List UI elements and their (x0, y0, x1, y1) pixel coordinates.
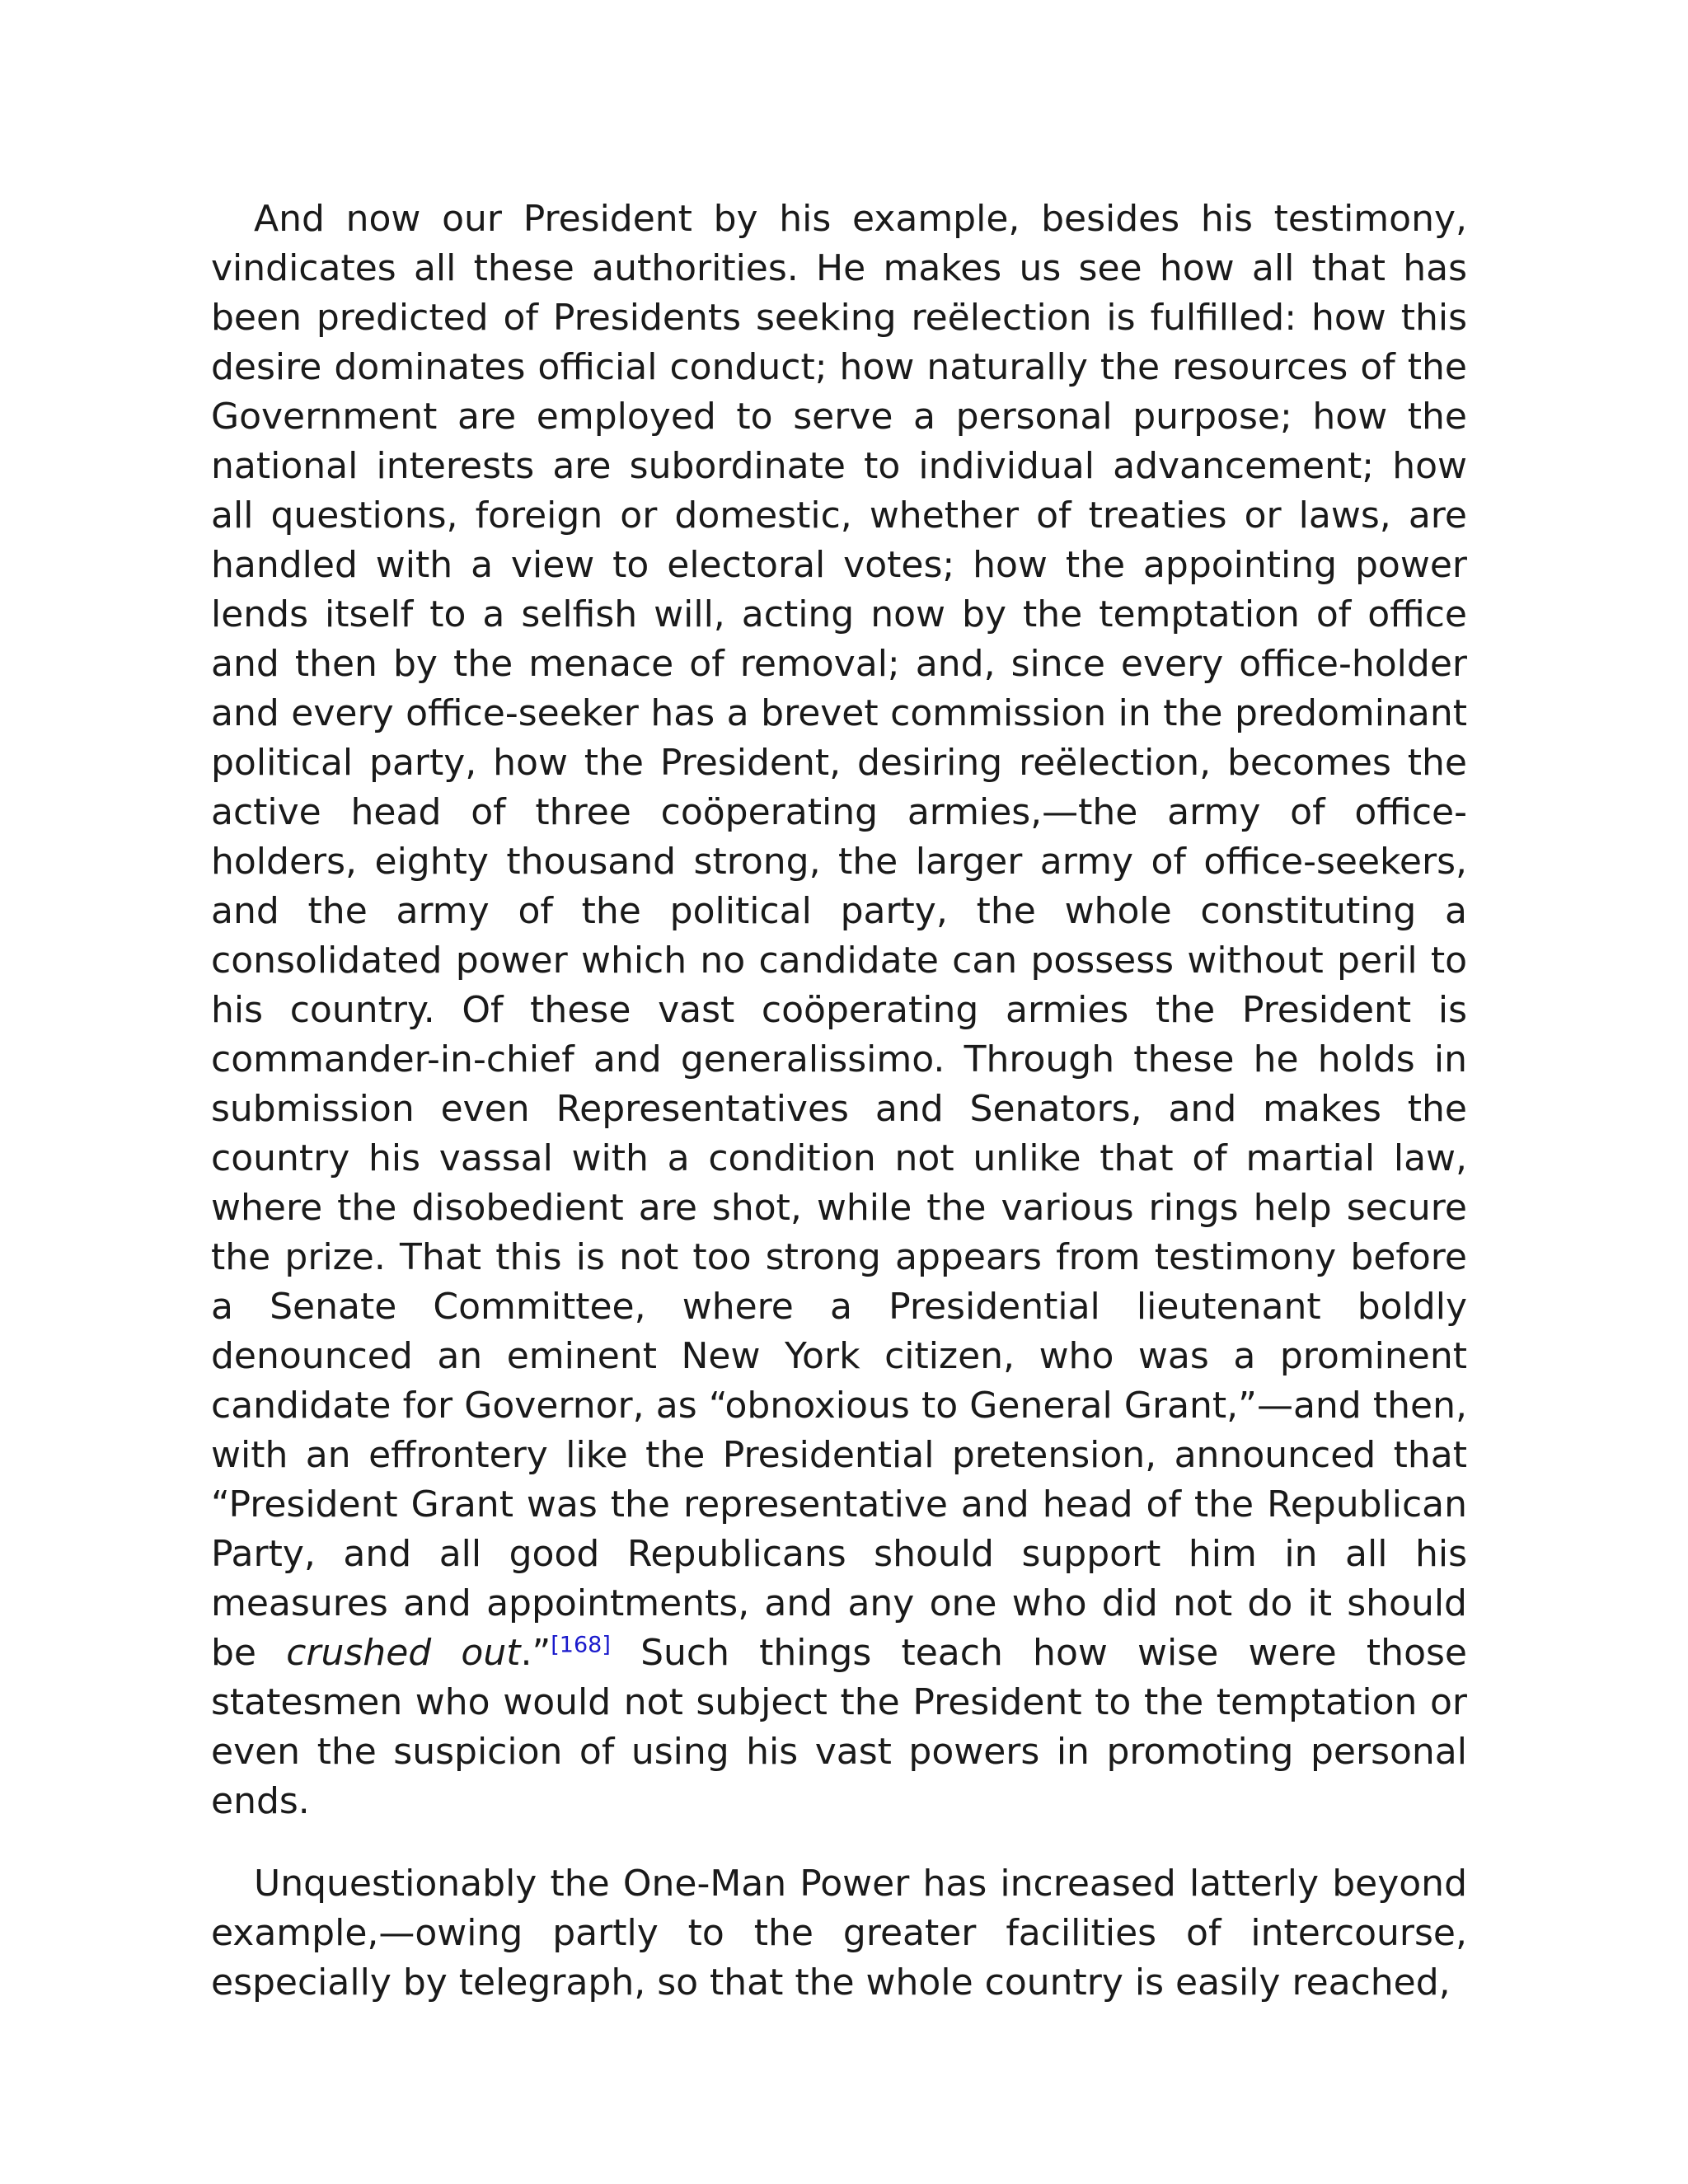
emphasis-crushed-out: crushed out (286, 1632, 521, 1674)
paragraph-text: And now our President by his example, besides his testimony, vindicates all these authorities. He makes us see how all that has been predicted of Presidents seeking reëlection is fulfilled: how this desire dominates official conduct; how naturally the resources of the Government are employed to serve a personal purpose; how the national interests are subordinate to individual advancement; how all questions, foreign or domestic, whether of treaties or laws, are handled with a view to electoral votes; how the appointing power lends itself to a selfish will, acting now by the temptation of office and then by the menace of removal; and, since every office-holder and every office-seeker has a brevet commission in the predominant political party, how the President, desiring reëlection, becomes the active head of three coöperating armies,—the army of office-holders, eighty thousand strong, the larger army of office-seekers, and the army of the political party, the whole constituting a consolidated power which no candidate can possess without peril to his country. Of these vast coöperating armies the President is commander-in-chief and generalissimo. Through these he holds in submission even Representatives and Senators, and makes the country his vassal with a condition not unlike that of martial law, where the disobedient are shot, while the various rings help secure the prize. That this is not too strong appears from testimony before a Senate Committee, where a Presidential lieutenant boldly denounced an eminent New York citizen, who was a prominent candidate for Governor, as “obnoxious to General Grant,”—and then, with an effrontery like the Presidential pretension, announced that “President Grant was the representative and head of the Republican Party, and all good Republicans should support him in all his measures and appointments, and any one who did not do it should be (211, 198, 1467, 1674)
footnote-link-168[interactable]: [168] (551, 1632, 611, 1658)
paragraph-president-example (211, 194, 1467, 1826)
paragraph-text: Unquestionably the One-Man Power has increased latterly beyond example,—owing partly to the greater facilities of intercourse, especially by telegraph, so that the whole country is easily reached, (211, 1863, 1467, 2004)
document-page (211, 194, 1467, 2008)
paragraph-text-continued: Such things teach how wise were those statesmen who would not subject the President to the temptation or even the suspicion of using his vast powers in promoting personal ends. (211, 1632, 1467, 1822)
paragraph-one-man-power (211, 1859, 1467, 2008)
closing-quote: .” (520, 1632, 551, 1674)
